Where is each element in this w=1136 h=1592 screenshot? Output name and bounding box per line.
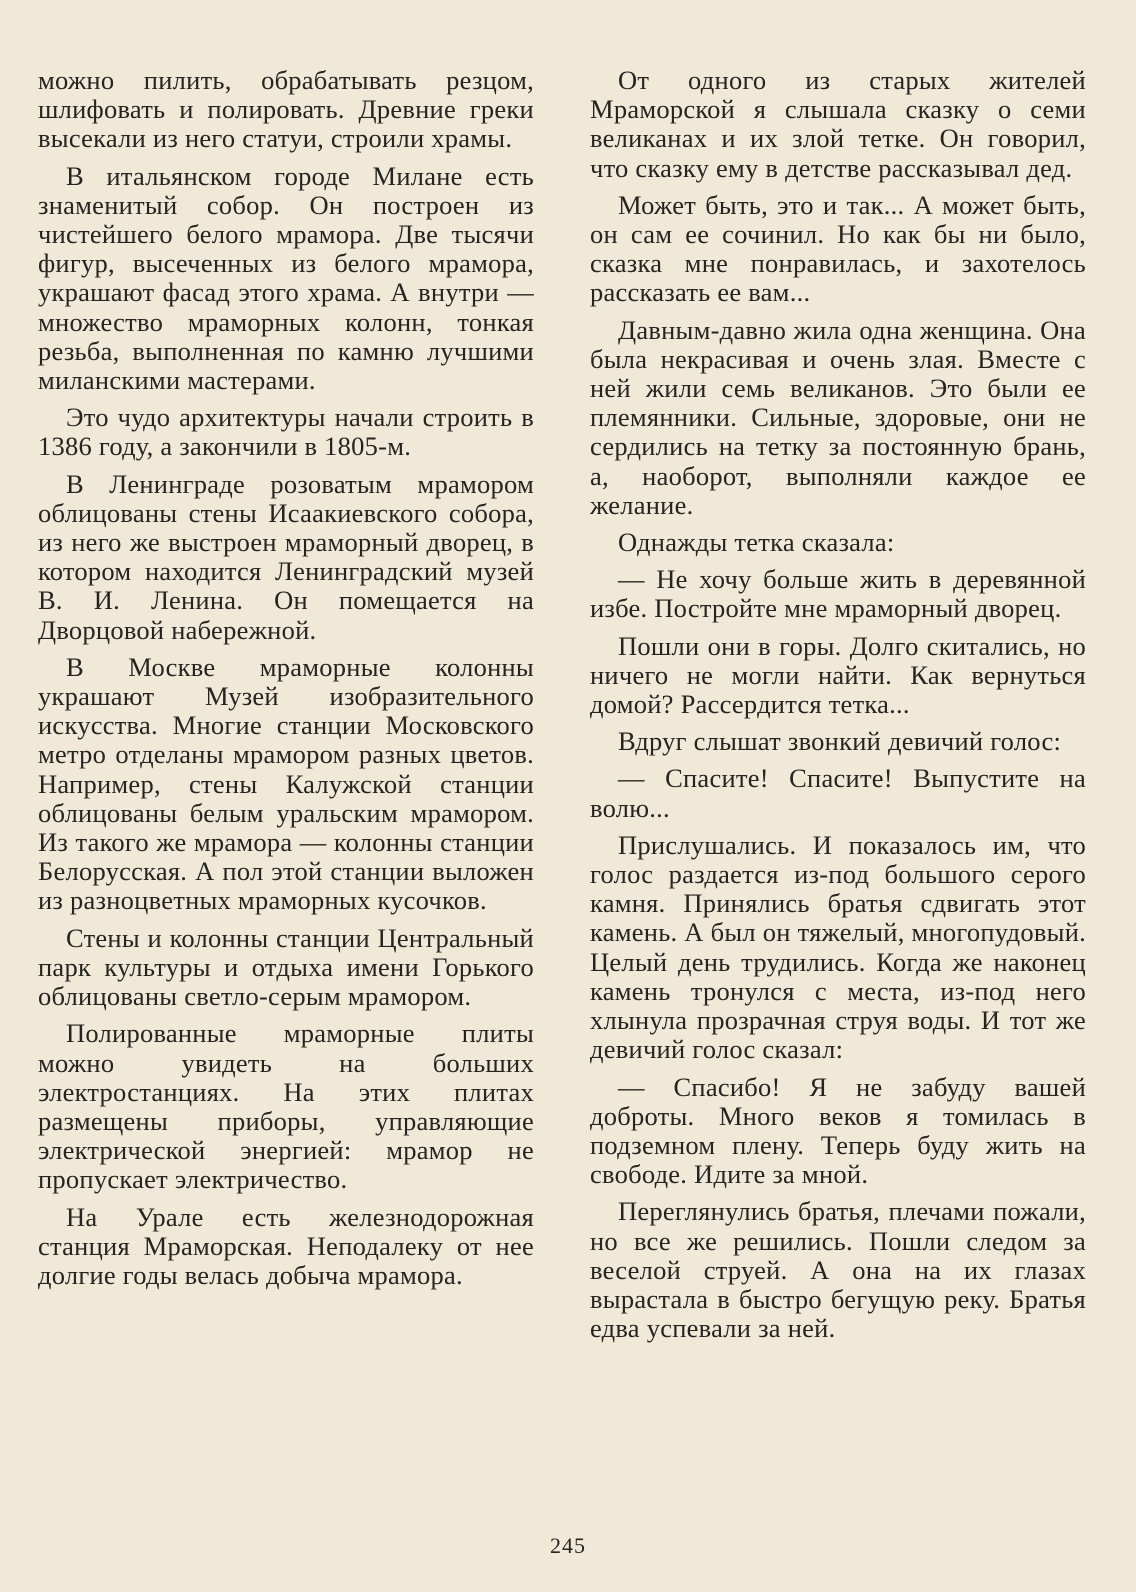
right-column (590, 66, 1086, 1351)
paragraph: Полированные мраморные плиты можно увидеть на больших электростанциях. На этих плитах размещены приборы, управляющие электрической энергией: мрамор не пропускает электричество. (38, 1018, 534, 1195)
paragraph: Может быть, это и так... А может быть, он сам ее сочинил. Но как бы ни было, сказка мне понравилась, и захотелось рассказать ее вам... (590, 189, 1086, 308)
paragraph: В Ленинграде розоватым мрамором облицованы стены Исаакиевского собора, из него же выстроен мраморный дворец, в котором находится Ленинградский музей В. И. Ленина. Он помещается на Дворцовой набережной. (38, 468, 534, 645)
paragraph: В Москве мраморные колонны украшают Музей изобразительного искусства. Многие станции Московского метро отделаны мрамором разных цветов. Например, стены Калужской станции облицованы белым уральским мрамором. Из такого же мрамора — колонны станции Белорусская. А пол этой станции выложен из разноцветных мраморных кусочков. (38, 651, 534, 916)
page-number: 245 (550, 1533, 586, 1558)
paragraph: Пошли они в горы. Долго скитались, но ничего не могли найти. Как вернуться домой? Рассердится тетка... (590, 630, 1086, 720)
paragraph: Прислушались. И показалось им, что голос раздается из-под большого серого камня. Принялись братья сдвигать этот камень. А был он тяжелый, многопудовый. Целый день трудились. Когда же наконец камень тронулся с места, из-под него хлынула прозрачная струя воды. И тот же девичий голос сказал: (590, 829, 1086, 1065)
paragraph: Вдруг слышат звонкий девичий голос: (618, 726, 1062, 757)
paragraph: Однажды тетка сказала: (618, 527, 895, 558)
paragraph: Давным-давно жила одна женщина. Она была некрасивая и очень злая. Вместе с ней жили семь великанов. Это были ее племянники. Сильные, здоровые, они не сердились на тетку за постоянную брань, а, наоборот, выполняли каждое ее желание. (590, 314, 1086, 520)
paragraph: можно пилить, обрабатывать резцом, шлифовать и полировать. Древние греки высекали из него статуи, строили храмы. (38, 65, 534, 154)
paragraph: Стены и колонны станции Центральный парк культуры и отдыха имени Горького облицованы светло-серым мрамором. (38, 922, 534, 1012)
dialogue-line: — Спасите! Спасите! Выпустите на волю... (590, 763, 1086, 823)
left-column (38, 66, 534, 1298)
dialogue-line: — Не хочу больше жить в деревянной избе. Постройте мне мраморный дворец. (590, 564, 1086, 624)
paragraph: На Урале есть железнодорожная станция Мраморская. Неподалеку от нее долгие годы велась добыча мрамора. (38, 1201, 534, 1290)
paragraph: Переглянулись братья, плечами пожали, но все же решились. Пошли следом за веселой струей. А она на их глазах вырастала в быстро бегущую реку. Братья едва успевали за ней. (590, 1196, 1086, 1344)
dialogue-line: — Спасибо! Я не забуду вашей доброты. Много веков я томилась в подземном плену. Теперь буду жить на свободе. Идите за мной. (590, 1071, 1086, 1190)
paragraph: В итальянском городе Милане есть знаменитый собор. Он построен из чистейшего белого мрамора. Две тысячи фигур, высеченных из белого мрамора, украшают фасад этого храма. А внутри — множество мраморных колонн, тонкая резьба, выполненная по камню лучшими миланскими мастерами. (38, 160, 534, 396)
paragraph: Это чудо архитектуры начали строить в 1386 году, а закончили в 1805-м. (38, 402, 534, 462)
paragraph: От одного из старых жителей Мраморской я слышала сказку о семи великанах и их злой тетке. Он говорил, что сказку ему в детстве рассказывал дед. (590, 65, 1086, 183)
